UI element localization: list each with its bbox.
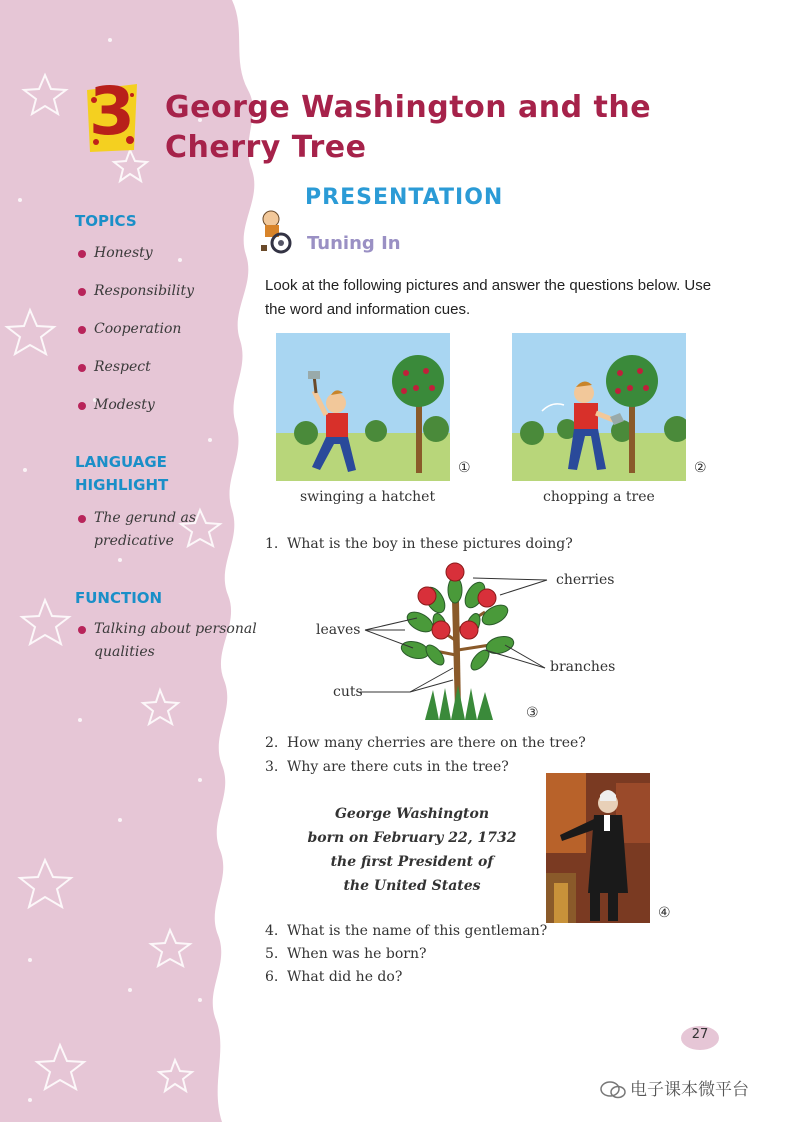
label-cherries: cherries [556, 572, 615, 588]
unit-number: 3 [89, 73, 135, 150]
function-heading: FUNCTION [75, 589, 163, 607]
question-item: 4. What is the name of this gentleman? [265, 923, 548, 939]
label-cuts: cuts [333, 684, 363, 700]
question-item: 5. When was he born? [265, 946, 427, 962]
language-item: The gerund as predicative [76, 507, 196, 553]
topic-item: Respect [76, 356, 151, 379]
bullet-icon [78, 364, 86, 372]
picture-boy-swinging-hatchet [276, 333, 450, 481]
topic-item: Cooperation [76, 318, 181, 341]
language-highlight-heading: LANGUAGE HIGHLIGHT [75, 453, 169, 494]
question-item: 1. What is the boy in these pictures doing? [265, 536, 573, 552]
portrait-george-washington [546, 773, 650, 923]
picture-number: ③ [526, 705, 539, 721]
question-item: 6. What did he do? [265, 969, 403, 985]
picture-number: ① [458, 460, 471, 476]
picture-number: ④ [658, 905, 671, 921]
picture-number: ② [694, 460, 707, 476]
boy-on-wheel-icon [255, 205, 303, 255]
bullet-icon [78, 402, 86, 410]
picture-caption: swinging a hatchet [300, 489, 436, 505]
page-number: 27 [680, 1025, 720, 1051]
bullet-icon [78, 626, 86, 634]
function-item: Talking about personal qualities [76, 618, 257, 664]
unit-title-line1: George Washington and the [165, 90, 652, 125]
subsection-heading: Tuning In [307, 233, 401, 254]
topics-heading: TOPICS [75, 212, 137, 230]
label-branches: branches [550, 659, 616, 675]
bullet-icon [78, 288, 86, 296]
topic-item: Modesty [76, 394, 155, 417]
topic-item: Responsibility [76, 280, 194, 303]
label-leaves: leaves [316, 622, 361, 638]
unit-title [165, 88, 651, 168]
picture-boy-chopping-tree [512, 333, 686, 481]
watermark: 电子课本微平台 [600, 1075, 749, 1100]
section-heading: PRESENTATION [305, 185, 504, 210]
bullet-icon [78, 250, 86, 258]
sidebar-background [0, 0, 300, 1122]
tree-diagram [355, 560, 555, 722]
question-item: 3. Why are there cuts in the tree? [265, 759, 509, 775]
wechat-icon [600, 1080, 626, 1100]
topic-item: Honesty [76, 242, 153, 265]
unit-title-line2: Cherry Tree [165, 130, 367, 165]
picture-caption: chopping a tree [543, 489, 655, 505]
bullet-icon [78, 326, 86, 334]
question-item: 2. How many cherries are there on the tree? [265, 735, 586, 751]
instructions-text: Look at the following pictures and answer the questions below. Use the word and information cues. [265, 277, 712, 318]
bullet-icon [78, 515, 86, 523]
washington-info: George Washington born on February 22, 1732 the first President of the United States [307, 806, 517, 894]
